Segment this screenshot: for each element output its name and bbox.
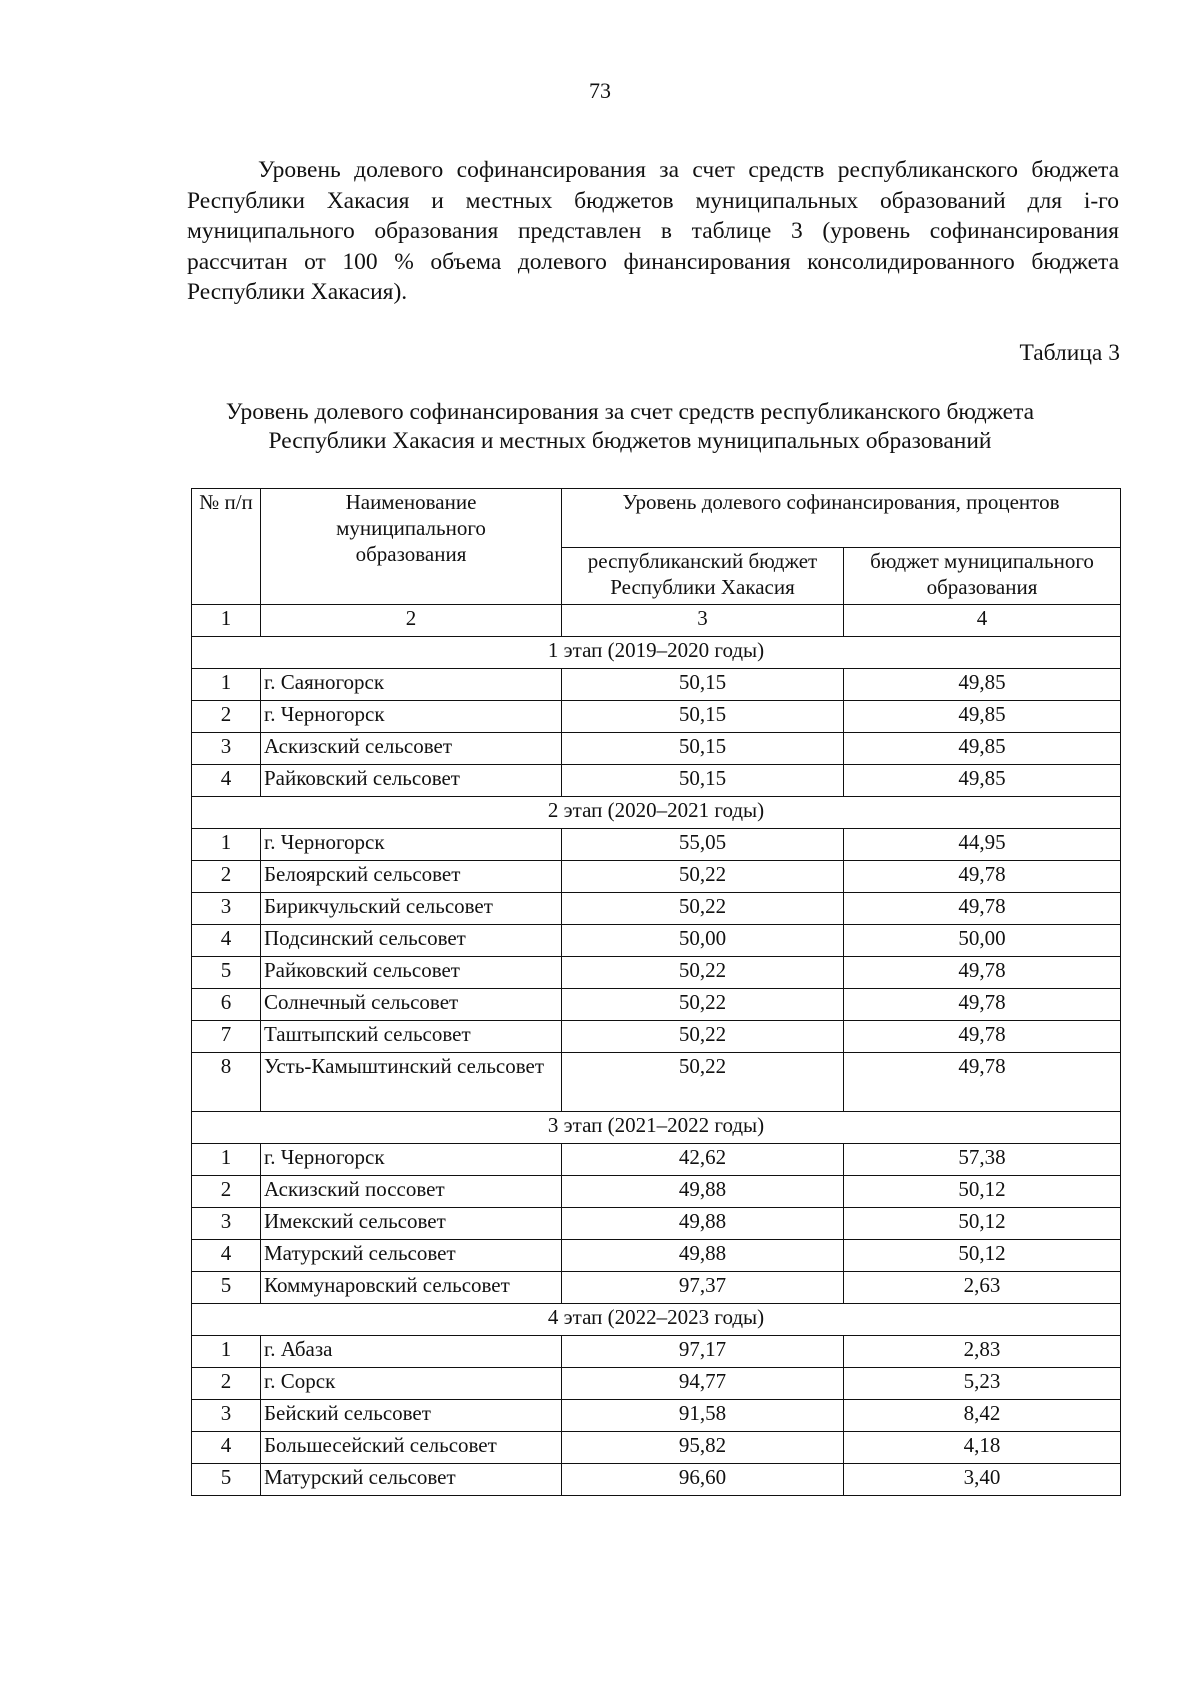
municipal-share: 50,12	[844, 1240, 1121, 1272]
republic-share: 91,58	[562, 1400, 844, 1432]
table-row	[192, 701, 1121, 733]
table-row	[192, 829, 1121, 861]
row-number: 2	[192, 1368, 261, 1400]
republic-share: 50,22	[562, 893, 844, 925]
municipality-name: Бирикчульский сельсовет	[261, 893, 562, 925]
intro-paragraph: Уровень долевого софинансирования за счет средств республиканского бюджета Республики Хакасия и местных бюджетов муниципальных образований для i-го муниципального образования представлен в таблице 3 (уровень софинансирования рассчитан от 100 % объема долевого финансирования консолидированного бюджета Республики Хакасия).	[187, 157, 1119, 305]
municipal-share: 2,83	[844, 1336, 1121, 1368]
municipal-share: 50,00	[844, 925, 1121, 957]
row-number: 7	[192, 1021, 261, 1053]
row-number: 3	[192, 1400, 261, 1432]
row-number: 2	[192, 861, 261, 893]
municipal-share: 8,42	[844, 1400, 1121, 1432]
row-number: 1	[192, 1144, 261, 1176]
municipal-share: 49,85	[844, 669, 1121, 701]
municipal-share: 49,78	[844, 1021, 1121, 1053]
table-label: Таблица 3	[1019, 340, 1120, 366]
header-level: Уровень долевого софинансирования, процентов	[562, 489, 1121, 548]
table-row	[192, 957, 1121, 989]
municipality-name: Аскизский сельсовет	[261, 733, 562, 765]
municipal-share: 2,63	[844, 1272, 1121, 1304]
row-number: 5	[192, 1272, 261, 1304]
municipality-name: Райковский сельсовет	[261, 765, 562, 797]
municipality-name: Матурский сельсовет	[261, 1240, 562, 1272]
republic-share: 42,62	[562, 1144, 844, 1176]
table-row	[192, 893, 1121, 925]
stage-header: 2 этап (2020–2021 годы)	[192, 797, 1121, 829]
municipality-name: Имекский сельсовет	[261, 1208, 562, 1240]
republic-share: 55,05	[562, 829, 844, 861]
row-number: 4	[192, 925, 261, 957]
municipality-name: Белоярский сельсовет	[261, 861, 562, 893]
municipality-name: Солнечный сельсовет	[261, 989, 562, 1021]
table-row	[192, 669, 1121, 701]
municipal-share: 50,12	[844, 1208, 1121, 1240]
republic-share: 50,00	[562, 925, 844, 957]
municipal-share: 49,78	[844, 1053, 1121, 1112]
row-number: 3	[192, 893, 261, 925]
republic-share: 97,17	[562, 1336, 844, 1368]
table-row	[192, 1432, 1121, 1464]
header-republic: республиканский бюджет Республики Хакасия	[562, 548, 844, 605]
municipality-name: Таштыпский сельсовет	[261, 1021, 562, 1053]
municipality-name: г. Сорск	[261, 1368, 562, 1400]
republic-share: 49,88	[562, 1176, 844, 1208]
table-row	[192, 1464, 1121, 1496]
table-row	[192, 1053, 1121, 1112]
republic-share: 50,22	[562, 861, 844, 893]
municipality-name: Большесейский сельсовет	[261, 1432, 562, 1464]
table-row	[192, 765, 1121, 797]
republic-share: 97,37	[562, 1272, 844, 1304]
header-name: Наименование муниципального образования	[261, 489, 562, 605]
header-num: № п/п	[192, 489, 261, 605]
cofinancing-table	[191, 488, 1121, 1496]
municipal-share: 3,40	[844, 1464, 1121, 1496]
republic-share: 49,88	[562, 1208, 844, 1240]
table-title-line-1: Уровень долевого софинансирования за счет средств республиканского бюджета	[225, 399, 1035, 425]
table-row	[192, 1368, 1121, 1400]
row-number: 2	[192, 1176, 261, 1208]
municipal-share: 57,38	[844, 1144, 1121, 1176]
table-row	[192, 1176, 1121, 1208]
republic-share: 50,22	[562, 989, 844, 1021]
municipal-share: 49,78	[844, 893, 1121, 925]
municipal-share: 49,85	[844, 733, 1121, 765]
republic-share: 50,22	[562, 1021, 844, 1053]
republic-share: 95,82	[562, 1432, 844, 1464]
row-number: 6	[192, 989, 261, 1021]
table-row	[192, 1208, 1121, 1240]
municipality-name: г. Черногорск	[261, 701, 562, 733]
column-number: 2	[261, 605, 562, 637]
table-row	[192, 1144, 1121, 1176]
table-row	[192, 925, 1121, 957]
municipality-name: г. Черногорск	[261, 829, 562, 861]
row-number: 3	[192, 733, 261, 765]
municipality-name: Усть-Камыштинский сельсовет	[261, 1053, 562, 1112]
table-row	[192, 861, 1121, 893]
republic-share: 50,22	[562, 1053, 844, 1112]
municipality-name: Бейский сельсовет	[261, 1400, 562, 1432]
republic-share: 50,15	[562, 669, 844, 701]
row-number: 2	[192, 701, 261, 733]
municipal-share: 49,78	[844, 957, 1121, 989]
municipal-share: 50,12	[844, 1176, 1121, 1208]
municipal-share: 49,85	[844, 701, 1121, 733]
row-number: 4	[192, 1240, 261, 1272]
republic-share: 96,60	[562, 1464, 844, 1496]
municipality-name: г. Черногорск	[261, 1144, 562, 1176]
stage-header: 3 этап (2021–2022 годы)	[192, 1112, 1121, 1144]
table-row	[192, 1336, 1121, 1368]
stage-header: 1 этап (2019–2020 годы)	[192, 637, 1121, 669]
row-number: 4	[192, 765, 261, 797]
republic-share: 50,15	[562, 733, 844, 765]
table-title	[150, 398, 1110, 456]
row-number: 5	[192, 957, 261, 989]
stage-header: 4 этап (2022–2023 годы)	[192, 1304, 1121, 1336]
table-row	[192, 733, 1121, 765]
table-title-line-2: Республики Хакасия и местных бюджетов муниципальных образований	[268, 428, 992, 454]
republic-share: 49,88	[562, 1240, 844, 1272]
municipality-name: Подсинский сельсовет	[261, 925, 562, 957]
municipal-share: 49,78	[844, 861, 1121, 893]
republic-share: 94,77	[562, 1368, 844, 1400]
republic-share: 50,15	[562, 765, 844, 797]
municipality-name: Матурский сельсовет	[261, 1464, 562, 1496]
municipal-share: 44,95	[844, 829, 1121, 861]
municipality-name: Коммунаровский сельсовет	[261, 1272, 562, 1304]
municipality-name: Райковский сельсовет	[261, 957, 562, 989]
municipality-name: Аскизский поссовет	[261, 1176, 562, 1208]
table-row	[192, 1240, 1121, 1272]
row-number: 1	[192, 829, 261, 861]
page-number: 73	[589, 78, 611, 103]
republic-share: 50,15	[562, 701, 844, 733]
column-number: 4	[844, 605, 1121, 637]
municipal-share: 49,78	[844, 989, 1121, 1021]
table-row	[192, 1272, 1121, 1304]
row-number: 8	[192, 1053, 261, 1112]
table-row	[192, 1400, 1121, 1432]
table-row	[192, 989, 1121, 1021]
column-number: 1	[192, 605, 261, 637]
row-number: 3	[192, 1208, 261, 1240]
row-number: 5	[192, 1464, 261, 1496]
row-number: 1	[192, 1336, 261, 1368]
municipal-share: 5,23	[844, 1368, 1121, 1400]
municipality-name: г. Абаза	[261, 1336, 562, 1368]
municipality-name: г. Саяногорск	[261, 669, 562, 701]
header-municipal: бюджет муниципального образования	[844, 548, 1121, 605]
municipal-share: 4,18	[844, 1432, 1121, 1464]
column-number: 3	[562, 605, 844, 637]
republic-share: 50,22	[562, 957, 844, 989]
row-number: 4	[192, 1432, 261, 1464]
municipal-share: 49,85	[844, 765, 1121, 797]
table-row	[192, 1021, 1121, 1053]
row-number: 1	[192, 669, 261, 701]
